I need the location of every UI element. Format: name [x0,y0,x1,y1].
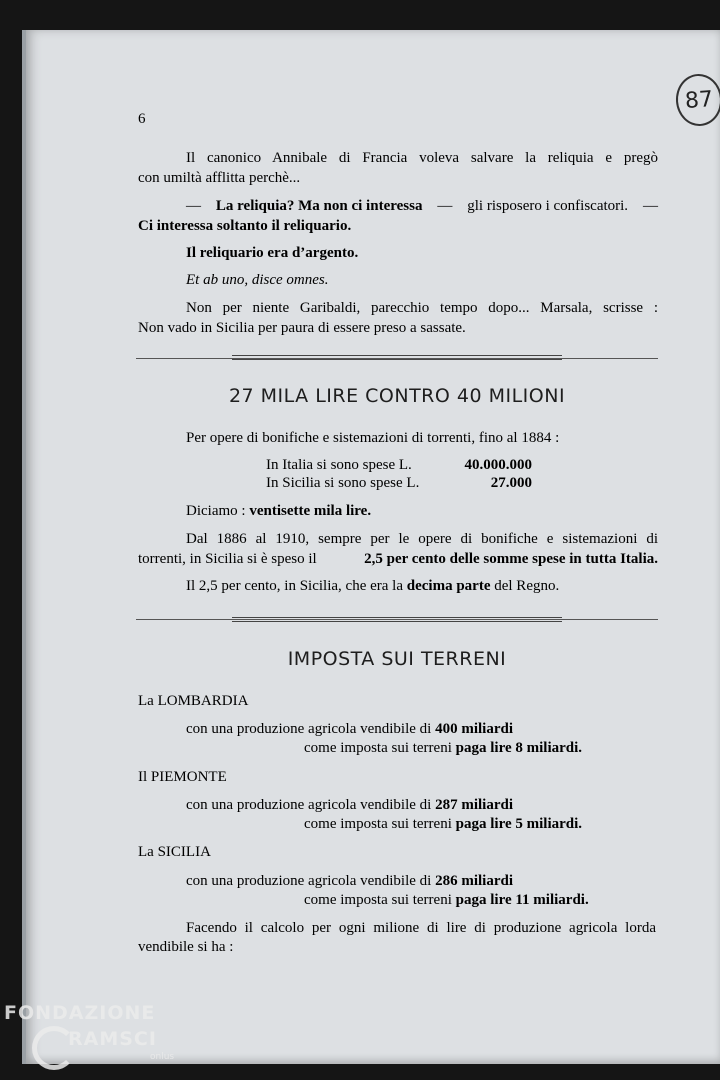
bonifiche-dal-line-2 [138,549,658,569]
tax-prefix: come imposta sui terreni [304,816,452,832]
region-production-piemonte [186,795,513,815]
row-amount: 40.000.000 [464,457,532,473]
region-tax-lombardia [304,738,582,758]
watermark-line-2: RAMSCI [68,1028,157,1050]
row-label: In Sicilia si sono spese L. [266,475,420,491]
region-name-piemonte: Il PIEMONTE [138,769,227,785]
region-name-sicilia: La SICILIA [138,844,211,860]
production-prefix: con una produzione agricola vendibile di [186,873,432,889]
imposta-final-line-2: vendibile si ha : [138,939,234,955]
bonifiche-intro: Per opere di bonifiche e sistemazioni di torrenti, fino al 1884 : [186,430,560,446]
dash: — [437,198,453,214]
watermark-line-1: FONDAZIONE [4,1002,156,1024]
region-tax-piemonte [304,814,582,834]
intro-paragraph-2-line-1 [186,196,658,216]
intro-paragraph-2-line-2: Ci interessa soltanto il reliquario. [138,218,352,234]
intro-paragraph-5-line-1: Non per niente Garibaldi, parecchio tempo dopo... Marsala, scrisse : [186,300,658,316]
tax-value: paga lire 8 miliardi. [455,740,583,756]
bonifiche-row-italia [266,455,532,475]
last-plain-2: del Regno. [494,578,560,594]
section-divider-ornament [232,617,562,622]
intro-paragraph-1-line-1: Il canonico Annibale di Francia voleva salvare la reliquia e pregò [186,150,658,166]
imposta-final-line-1: Facendo il calcolo per ogni milione di lire di produzione agricola lorda [186,920,656,936]
archive-stamp: 87 [674,72,720,127]
tax-prefix: come imposta sui terreni [304,892,452,908]
fondazione-gramsci-watermark [4,1000,184,1076]
bonifiche-row-sicilia [266,473,532,493]
dal-plain: torrenti, in Sicilia si è speso il [138,551,317,567]
bonifiche-diciamo [186,501,371,521]
dash: — [642,198,658,214]
region-tax-sicilia [304,890,589,910]
quote-bold: La reliquia? Ma non ci interessa [215,198,423,214]
section-title-imposta: IMPOSTA SUI TERRENI [287,648,507,670]
production-value: 287 miliardi [435,797,514,813]
tax-value: paga lire 5 miliardi. [455,816,583,832]
region-production-sicilia [186,871,513,891]
intro-paragraph-5-line-2: Non vado in Sicilia per paura di essere preso a sassate. [138,320,466,336]
page-number: 6 [138,111,146,127]
watermark-line-3: onlus [150,1052,175,1062]
section-divider-ornament [232,355,562,360]
section-title-bonifiche: 27 MILA LIRE CONTRO 40 MILIONI [228,385,566,407]
tax-prefix: come imposta sui terreni [304,740,452,756]
intro-paragraph-1-line-2: con umiltà afflitta perchè... [138,170,301,186]
bonifiche-dal-line-1: Dal 1886 al 1910, sempre per le opere di bonifiche e sistemazioni di [186,531,658,547]
intro-paragraph-4: Et ab uno, disce omnes. [186,272,329,288]
production-prefix: con una produzione agricola vendibile di [186,721,432,737]
region-production-lombardia [186,719,513,739]
production-value: 400 miliardi [435,721,514,737]
bonifiche-last [186,576,559,596]
row-amount: 27.000 [490,475,532,491]
tax-value: paga lire 11 miliardi. [455,892,589,908]
dal-bold: 2,5 per cento delle somme spese in tutta Italia. [364,551,658,567]
diciamo-prefix: Diciamo : [186,503,246,519]
dash: — [186,198,201,214]
production-prefix: con una produzione agricola vendibile di [186,797,432,813]
quote-plain: gli risposero i confiscatori. [467,198,629,214]
row-label: In Italia si sono spese L. [266,457,412,473]
intro-paragraph-3: Il reliquario era d’argento. [186,245,359,261]
last-bold: decima parte [406,578,491,594]
production-value: 286 miliardi [435,873,514,889]
region-name-lombardia: La LOMBARDIA [138,693,249,709]
diciamo-bold: ventisette mila lire. [249,503,372,519]
last-plain-1: Il 2,5 per cento, in Sicilia, che era la [186,578,403,594]
